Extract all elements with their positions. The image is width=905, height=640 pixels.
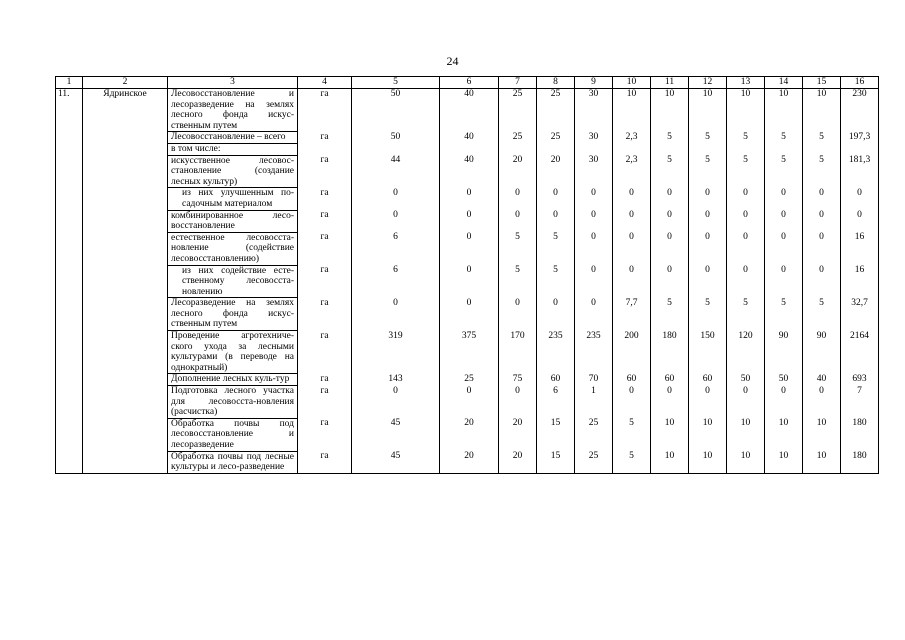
value-cell xyxy=(352,143,440,155)
value-cell: 40 xyxy=(440,132,499,144)
value-cell: 40 xyxy=(440,89,499,132)
district-cell xyxy=(83,210,168,232)
column-number-12: 12 xyxy=(689,77,727,89)
column-number-8: 8 xyxy=(537,77,575,89)
table-row xyxy=(56,374,879,386)
value-cell: 10 xyxy=(765,418,803,451)
value-cell: 0 xyxy=(727,386,765,419)
column-number-row xyxy=(56,77,879,89)
value-cell: 0 xyxy=(440,298,499,331)
value-cell: 0 xyxy=(499,298,537,331)
column-number-1: 1 xyxy=(56,77,83,89)
activity-name: Подготовка лесного участка для лесовосста-новления (расчистка) xyxy=(168,386,298,419)
unit-cell: га xyxy=(298,374,352,386)
value-cell xyxy=(803,143,841,155)
value-cell: 10 xyxy=(651,451,689,473)
table-row xyxy=(56,298,879,331)
unit-cell: га xyxy=(298,298,352,331)
value-cell: 0 xyxy=(440,265,499,298)
value-cell: 235 xyxy=(575,331,613,374)
value-cell: 0 xyxy=(537,188,575,210)
value-cell: 5 xyxy=(765,298,803,331)
value-cell: 2,3 xyxy=(613,132,651,144)
value-cell: 60 xyxy=(689,374,727,386)
value-cell: 0 xyxy=(651,210,689,232)
value-cell: 45 xyxy=(352,451,440,473)
table-row xyxy=(56,89,879,132)
value-cell: 15 xyxy=(537,451,575,473)
value-cell: 10 xyxy=(765,451,803,473)
district-name: Ядринское xyxy=(83,89,168,132)
value-cell xyxy=(499,143,537,155)
value-cell: 7,7 xyxy=(613,298,651,331)
value-cell: 5 xyxy=(689,155,727,188)
row-number-cell xyxy=(56,331,83,374)
value-cell: 10 xyxy=(803,89,841,132)
unit-cell: га xyxy=(298,188,352,210)
column-number-16: 16 xyxy=(841,77,879,89)
row-number-cell xyxy=(56,265,83,298)
unit-cell: га xyxy=(298,89,352,132)
value-cell: 90 xyxy=(803,331,841,374)
value-cell: 70 xyxy=(575,374,613,386)
value-cell: 10 xyxy=(651,418,689,451)
value-cell: 5 xyxy=(803,155,841,188)
value-cell: 143 xyxy=(352,374,440,386)
unit-cell: га xyxy=(298,418,352,451)
district-cell xyxy=(83,374,168,386)
value-cell: 0 xyxy=(537,298,575,331)
unit-cell: га xyxy=(298,232,352,265)
value-cell: 20 xyxy=(537,155,575,188)
value-cell xyxy=(651,143,689,155)
value-cell: 0 xyxy=(803,188,841,210)
row-number-cell xyxy=(56,210,83,232)
value-cell: 90 xyxy=(765,331,803,374)
value-cell: 0 xyxy=(651,386,689,419)
value-cell: 0 xyxy=(613,386,651,419)
table-row xyxy=(56,143,879,155)
value-cell: 5 xyxy=(727,132,765,144)
unit-cell: га xyxy=(298,155,352,188)
value-cell: 1 xyxy=(575,386,613,419)
value-cell: 0 xyxy=(651,232,689,265)
unit-cell: га xyxy=(298,386,352,419)
value-cell: 0 xyxy=(575,232,613,265)
value-cell: 5 xyxy=(613,418,651,451)
value-cell: 5 xyxy=(537,232,575,265)
activity-name: из них содействие есте-ственному лесовосста-новлению xyxy=(168,265,298,298)
value-cell: 2,3 xyxy=(613,155,651,188)
value-cell: 0 xyxy=(440,210,499,232)
value-cell: 180 xyxy=(651,331,689,374)
unit-cell: га xyxy=(298,451,352,473)
table-row xyxy=(56,232,879,265)
value-cell: 0 xyxy=(440,386,499,419)
value-cell: 0 xyxy=(727,265,765,298)
value-cell: 75 xyxy=(499,374,537,386)
value-cell: 5 xyxy=(765,155,803,188)
page-number: 24 xyxy=(446,54,459,68)
value-cell: 10 xyxy=(689,451,727,473)
value-cell: 10 xyxy=(765,89,803,132)
value-cell: 0 xyxy=(765,232,803,265)
value-cell: 16 xyxy=(841,232,879,265)
value-cell: 10 xyxy=(727,89,765,132)
value-cell: 0 xyxy=(765,210,803,232)
value-cell: 20 xyxy=(440,451,499,473)
value-cell: 5 xyxy=(803,298,841,331)
value-cell: 30 xyxy=(575,132,613,144)
value-cell: 40 xyxy=(803,374,841,386)
column-number-13: 13 xyxy=(727,77,765,89)
district-cell xyxy=(83,188,168,210)
value-cell: 180 xyxy=(841,418,879,451)
value-cell: 5 xyxy=(727,155,765,188)
value-cell: 0 xyxy=(689,232,727,265)
value-cell: 0 xyxy=(841,188,879,210)
value-cell: 0 xyxy=(651,188,689,210)
value-cell: 0 xyxy=(440,232,499,265)
table-row xyxy=(56,210,879,232)
value-cell: 6 xyxy=(537,386,575,419)
value-cell: 150 xyxy=(689,331,727,374)
value-cell xyxy=(613,143,651,155)
unit-cell: га xyxy=(298,132,352,144)
value-cell: 5 xyxy=(537,265,575,298)
value-cell: 10 xyxy=(651,89,689,132)
unit-cell: га xyxy=(298,265,352,298)
activity-name: комбинированное лесо-восстановление xyxy=(168,210,298,232)
value-cell: 0 xyxy=(727,210,765,232)
column-number-9: 9 xyxy=(575,77,613,89)
value-cell xyxy=(537,143,575,155)
column-number-3: 3 xyxy=(168,77,298,89)
value-cell: 0 xyxy=(352,210,440,232)
value-cell: 2164 xyxy=(841,331,879,374)
district-cell xyxy=(83,132,168,144)
value-cell: 10 xyxy=(803,451,841,473)
row-number-cell xyxy=(56,298,83,331)
value-cell: 60 xyxy=(651,374,689,386)
value-cell: 0 xyxy=(575,265,613,298)
table-row xyxy=(56,132,879,144)
value-cell: 120 xyxy=(727,331,765,374)
district-cell xyxy=(83,265,168,298)
value-cell: 0 xyxy=(499,386,537,419)
row-number-cell xyxy=(56,451,83,473)
value-cell: 50 xyxy=(727,374,765,386)
value-cell: 0 xyxy=(765,188,803,210)
activity-name: Лесоразведение на землях лесного фонда искус-ственным путем xyxy=(168,298,298,331)
value-cell: 0 xyxy=(613,188,651,210)
value-cell: 10 xyxy=(727,451,765,473)
value-cell xyxy=(440,143,499,155)
value-cell: 20 xyxy=(499,451,537,473)
value-cell: 50 xyxy=(352,132,440,144)
table-row xyxy=(56,386,879,419)
district-cell xyxy=(83,386,168,419)
row-number-cell xyxy=(56,132,83,144)
value-cell: 0 xyxy=(575,298,613,331)
value-cell: 25 xyxy=(537,132,575,144)
value-cell: 0 xyxy=(352,298,440,331)
value-cell: 0 xyxy=(575,210,613,232)
value-cell: 0 xyxy=(613,232,651,265)
table-row xyxy=(56,265,879,298)
value-cell: 181,3 xyxy=(841,155,879,188)
value-cell: 6 xyxy=(352,265,440,298)
value-cell: 20 xyxy=(499,155,537,188)
value-cell: 0 xyxy=(727,232,765,265)
table-row xyxy=(56,331,879,374)
value-cell: 0 xyxy=(651,265,689,298)
value-cell: 0 xyxy=(689,386,727,419)
district-cell xyxy=(83,331,168,374)
value-cell: 60 xyxy=(613,374,651,386)
value-cell: 6 xyxy=(352,232,440,265)
column-number-4: 4 xyxy=(298,77,352,89)
value-cell: 693 xyxy=(841,374,879,386)
column-number-15: 15 xyxy=(803,77,841,89)
value-cell: 32,7 xyxy=(841,298,879,331)
value-cell: 5 xyxy=(651,132,689,144)
district-cell xyxy=(83,155,168,188)
value-cell: 230 xyxy=(841,89,879,132)
value-cell xyxy=(575,143,613,155)
value-cell: 200 xyxy=(613,331,651,374)
value-cell: 0 xyxy=(803,265,841,298)
value-cell: 0 xyxy=(765,386,803,419)
unit-cell: га xyxy=(298,331,352,374)
value-cell: 0 xyxy=(803,386,841,419)
value-cell: 0 xyxy=(575,188,613,210)
activity-name: в том числе: xyxy=(168,143,298,155)
value-cell: 50 xyxy=(352,89,440,132)
value-cell: 375 xyxy=(440,331,499,374)
row-number-cell xyxy=(56,418,83,451)
value-cell: 5 xyxy=(765,132,803,144)
value-cell xyxy=(727,143,765,155)
value-cell: 10 xyxy=(727,418,765,451)
row-number-cell xyxy=(56,232,83,265)
value-cell: 30 xyxy=(575,89,613,132)
value-cell: 10 xyxy=(803,418,841,451)
value-cell: 235 xyxy=(537,331,575,374)
value-cell: 197,3 xyxy=(841,132,879,144)
value-cell: 0 xyxy=(689,265,727,298)
district-cell xyxy=(83,232,168,265)
value-cell: 0 xyxy=(727,188,765,210)
value-cell: 0 xyxy=(499,188,537,210)
column-number-2: 2 xyxy=(83,77,168,89)
activity-name: Лесовосстановление – всего xyxy=(168,132,298,144)
table-row xyxy=(56,418,879,451)
value-cell: 180 xyxy=(841,451,879,473)
forestry-table xyxy=(55,76,879,474)
value-cell: 50 xyxy=(765,374,803,386)
row-number-cell xyxy=(56,188,83,210)
value-cell: 0 xyxy=(352,386,440,419)
unit-cell xyxy=(298,143,352,155)
value-cell: 20 xyxy=(499,418,537,451)
activity-name: из них улучшенным по-садочным материалом xyxy=(168,188,298,210)
value-cell: 25 xyxy=(499,132,537,144)
district-cell xyxy=(83,418,168,451)
value-cell: 0 xyxy=(689,188,727,210)
value-cell: 20 xyxy=(440,418,499,451)
activity-name: Проведение агротехниче-ского ухода за лесными культурами (в переводе на однократный) xyxy=(168,331,298,374)
column-number-6: 6 xyxy=(440,77,499,89)
value-cell: 5 xyxy=(613,451,651,473)
value-cell: 5 xyxy=(651,155,689,188)
column-number-11: 11 xyxy=(651,77,689,89)
value-cell: 0 xyxy=(440,188,499,210)
value-cell: 170 xyxy=(499,331,537,374)
value-cell: 0 xyxy=(613,265,651,298)
activity-name: Лесовосстановление и лесоразведение на землях лесного фонда искус-ственным путем xyxy=(168,89,298,132)
value-cell: 10 xyxy=(689,89,727,132)
value-cell: 10 xyxy=(613,89,651,132)
value-cell: 25 xyxy=(575,451,613,473)
value-cell: 25 xyxy=(440,374,499,386)
value-cell: 25 xyxy=(575,418,613,451)
district-cell xyxy=(83,298,168,331)
value-cell: 30 xyxy=(575,155,613,188)
value-cell: 25 xyxy=(537,89,575,132)
table-row xyxy=(56,155,879,188)
value-cell: 319 xyxy=(352,331,440,374)
value-cell: 5 xyxy=(499,265,537,298)
activity-name: искусственное лесовос-становление (создание лесных культур) xyxy=(168,155,298,188)
value-cell: 60 xyxy=(537,374,575,386)
row-number-cell xyxy=(56,374,83,386)
value-cell: 5 xyxy=(689,298,727,331)
district-cell xyxy=(83,143,168,155)
table-row xyxy=(56,451,879,473)
unit-cell: га xyxy=(298,210,352,232)
table-row xyxy=(56,188,879,210)
table-body xyxy=(56,89,879,474)
value-cell: 0 xyxy=(537,210,575,232)
column-number-10: 10 xyxy=(613,77,651,89)
row-number-cell xyxy=(56,143,83,155)
column-number-7: 7 xyxy=(499,77,537,89)
value-cell: 5 xyxy=(651,298,689,331)
value-cell: 15 xyxy=(537,418,575,451)
district-cell xyxy=(83,451,168,473)
value-cell xyxy=(765,143,803,155)
value-cell: 0 xyxy=(765,265,803,298)
value-cell: 5 xyxy=(499,232,537,265)
value-cell: 25 xyxy=(499,89,537,132)
value-cell: 16 xyxy=(841,265,879,298)
value-cell: 0 xyxy=(803,210,841,232)
column-number-14: 14 xyxy=(765,77,803,89)
value-cell: 10 xyxy=(689,418,727,451)
row-number-cell xyxy=(56,386,83,419)
value-cell: 0 xyxy=(803,232,841,265)
activity-name: Дополнение лесных куль-тур xyxy=(168,374,298,386)
value-cell: 0 xyxy=(613,210,651,232)
value-cell xyxy=(689,143,727,155)
value-cell: 5 xyxy=(803,132,841,144)
value-cell: 0 xyxy=(499,210,537,232)
value-cell xyxy=(841,143,879,155)
value-cell: 7 xyxy=(841,386,879,419)
value-cell: 0 xyxy=(689,210,727,232)
value-cell: 5 xyxy=(689,132,727,144)
value-cell: 44 xyxy=(352,155,440,188)
column-number-5: 5 xyxy=(352,77,440,89)
activity-name: Обработка почвы под лесные культуры и лесо-разведение xyxy=(168,451,298,473)
value-cell: 5 xyxy=(727,298,765,331)
value-cell: 45 xyxy=(352,418,440,451)
row-number: 11. xyxy=(56,89,83,132)
value-cell: 40 xyxy=(440,155,499,188)
activity-name: Обработка почвы под лесовосстановление и лесоразведение xyxy=(168,418,298,451)
value-cell: 0 xyxy=(352,188,440,210)
value-cell: 0 xyxy=(841,210,879,232)
row-number-cell xyxy=(56,155,83,188)
activity-name: естественное лесовосста-новление (содействие лесовосстановлению) xyxy=(168,232,298,265)
